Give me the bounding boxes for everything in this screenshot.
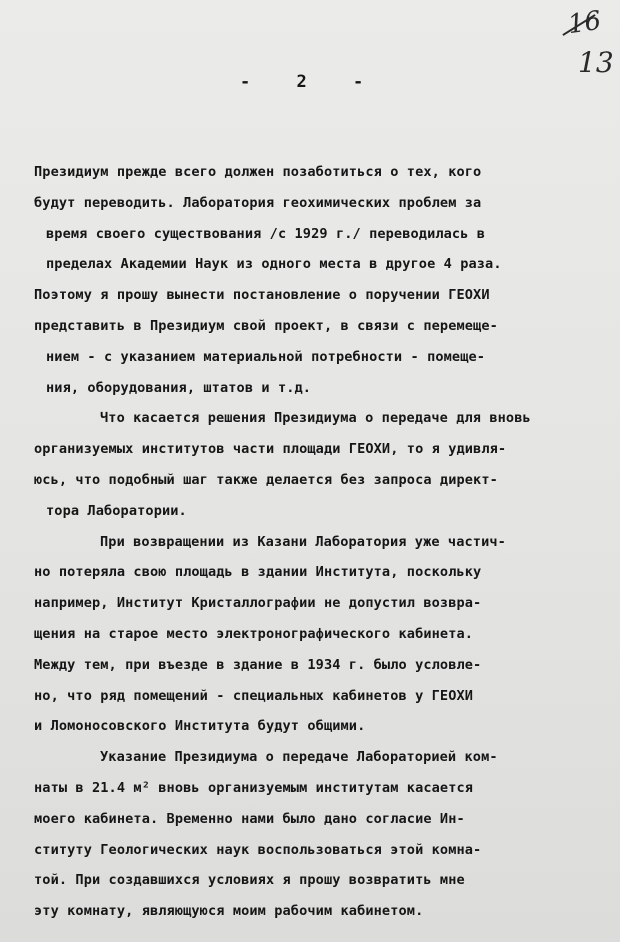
typed-body-text [34, 157, 594, 927]
text-line: представить в Президиум свой проект, в связи с перемеще- [34, 317, 498, 334]
text-line: моего кабинета. Временно нами было дано согласие Ин- [34, 810, 465, 827]
text-line: тора Лаборатории. [46, 502, 187, 519]
text-line: наты в 21.4 м² вновь организуемым институтам касается [34, 779, 474, 796]
handwritten-folio-new: 13 [578, 46, 614, 79]
text-line: юсь, что подобный шаг также делается без запроса директ- [34, 471, 498, 488]
text-line: ния, оборудования, штатов и т.д. [46, 379, 312, 396]
paragraph-start-line: Что касается решения Президиума о передаче для вновь [100, 410, 531, 427]
text-line: но, что ряд помещений - специальных кабинетов у ГЕОХИ [34, 687, 474, 704]
handwritten-folio-old: 16 [566, 5, 604, 41]
text-line: время своего существования /с 1929 г./ переводилась в [46, 225, 486, 242]
text-line: но потеряла свою площадь в здании Института, поскольку [34, 564, 482, 581]
paragraph-start-line: При возвращении из Казани Лаборатория уже частич- [100, 533, 506, 550]
text-line: ституту Геологических наук воспользоваться этой комна- [34, 841, 482, 858]
paragraph-start-line: Указание Президиума о передаче Лабораторией ком- [100, 749, 498, 766]
text-line: Между тем, при въезде в здание в 1934 г. было условле- [34, 656, 482, 673]
page-number: - 2 - [240, 72, 382, 92]
text-line: и Ломоносовского Института будут общими. [34, 718, 366, 735]
text-line: организуемых институтов части площади ГЕОХИ, то я удивля- [34, 441, 507, 458]
text-line: эту комнату, являющуюся моим рабочим кабинетом. [34, 903, 424, 920]
text-line: будут переводить. Лаборатория геохимических проблем за [34, 194, 482, 211]
text-line: например, Институт Кристаллографии не допустил возвра- [34, 595, 482, 612]
text-line: Поэтому я прошу вынести постановление о поручении ГЕОХИ [34, 287, 490, 304]
text-line: той. При создавшихся условиях я прошу возвратить мне [34, 872, 465, 889]
text-line: Президиум прежде всего должен позаботиться о тех, кого [34, 164, 482, 180]
text-line: пределах Академии Наук из одного места в другое 4 раза. [46, 256, 502, 273]
text-line: щения на старое место электронографического кабинета. [34, 625, 474, 642]
text-line: нием - с указанием материальной потребности - помеще- [46, 348, 486, 365]
